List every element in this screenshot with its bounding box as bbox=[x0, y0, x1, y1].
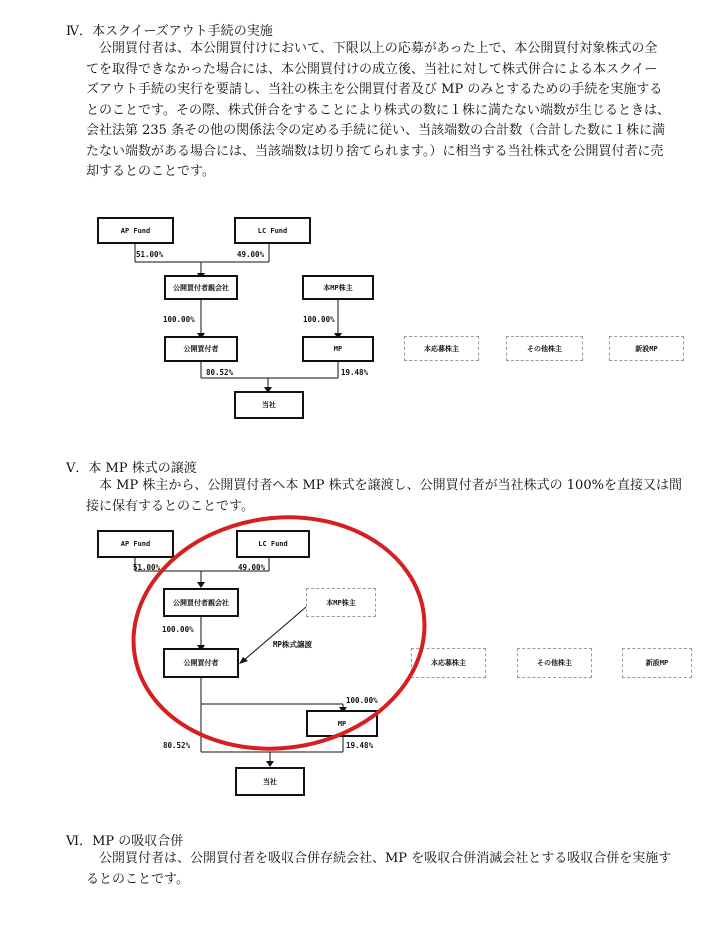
new-mp-box: 新設MP bbox=[609, 336, 684, 361]
pct-mp-label-2: 19.48% bbox=[346, 741, 374, 750]
company-box: 当社 bbox=[234, 391, 304, 419]
pct-mp-holder-label: 100.00% bbox=[303, 315, 335, 324]
section-4-heading: Ⅳ．本スクイーズアウト手続の実施 bbox=[66, 24, 273, 39]
company-box-2: 当社 bbox=[235, 767, 305, 796]
pct-parent-label: 100.00% bbox=[163, 315, 195, 324]
pct-lc-label-2: 49.00% bbox=[238, 563, 266, 572]
pct-mp-label: 19.48% bbox=[341, 368, 369, 377]
section-5-heading: Ⅴ．本 MP 株式の譲渡 bbox=[66, 461, 197, 476]
section-4-body: 公開買付者は、本公開買付けにおいて、下限以上の応募があった上で、本公開買付対象株式の全 てを取得できなかった場合には、本公開買付けの成立後、当社に対して株式併合による本スクイー ズアウト手続の実行を要請し、当社の株主を公開買付者及び MP のみとするための手続を実施する とのことです。その際、株式併合をすることにより株式の数に１株に満たない端数が生じるときは、 会社法第 235 条その他の関係法令の定める手続に従い、当該端数の合計数（合計した数に１株に満 たない端数がある場合には、当該端数は切り捨てられます。）に相当する当社株式を公開買付者に売 却するとのことです。 bbox=[86, 41, 670, 179]
pct-offeror-label: 80.52% bbox=[206, 368, 234, 377]
mp-share-transfer-label: MP株式譲渡 bbox=[273, 640, 313, 649]
ap-fund-box: AP Fund bbox=[97, 217, 174, 244]
mp-box-2: MP bbox=[306, 710, 378, 737]
applying-shareholders-box: 本応募株主 bbox=[404, 336, 479, 361]
other-shareholders-box: その他株主 bbox=[506, 336, 583, 361]
section-5-body: 本 MP 株主から、公開買付者へ本 MP 株式を譲渡し、公開買付者が当社株式の 100%を直接又は間 接に保有するとのことです。 bbox=[86, 478, 682, 514]
pct-offeror-label-2: 80.52% bbox=[163, 741, 191, 750]
mp-box: MP bbox=[302, 336, 374, 362]
section-6-body: 公開買付者は、公開買付者を吸収合併存続会社、MP を吸収合併消滅会社とする吸収合併を実施す るとのことです。 bbox=[86, 851, 672, 887]
pct-ap-label: 51.00% bbox=[136, 250, 164, 259]
applying-shareholders-box-2: 本応募株主 bbox=[411, 648, 486, 678]
pct-offeror-mp-label: 100.00% bbox=[346, 696, 378, 705]
lc-fund-box: LC Fund bbox=[234, 217, 311, 244]
ap-fund-box-2: AP Fund bbox=[97, 530, 174, 558]
tender-offeror-box: 公開買付者 bbox=[164, 336, 238, 362]
new-mp-box-2: 新設MP bbox=[622, 648, 692, 678]
pct-parent-label-2: 100.00% bbox=[162, 625, 194, 634]
parent-company-box: 公開買付者親会社 bbox=[164, 275, 238, 300]
other-shareholders-box-2: その他株主 bbox=[517, 648, 592, 678]
pct-lc-label: 49.00% bbox=[237, 250, 265, 259]
section-6-heading: Ⅵ．MP の吸収合併 bbox=[66, 834, 184, 849]
lc-fund-box-2: LC Fund bbox=[236, 530, 310, 558]
mp-holder-box-2: 本MP株主 bbox=[306, 588, 376, 617]
tender-offeror-box-2: 公開買付者 bbox=[163, 648, 239, 678]
mp-holder-box: 本MP株主 bbox=[302, 275, 374, 300]
pct-ap-label-2: 51.00% bbox=[133, 563, 161, 572]
parent-company-box-2: 公開買付者親会社 bbox=[163, 588, 239, 617]
